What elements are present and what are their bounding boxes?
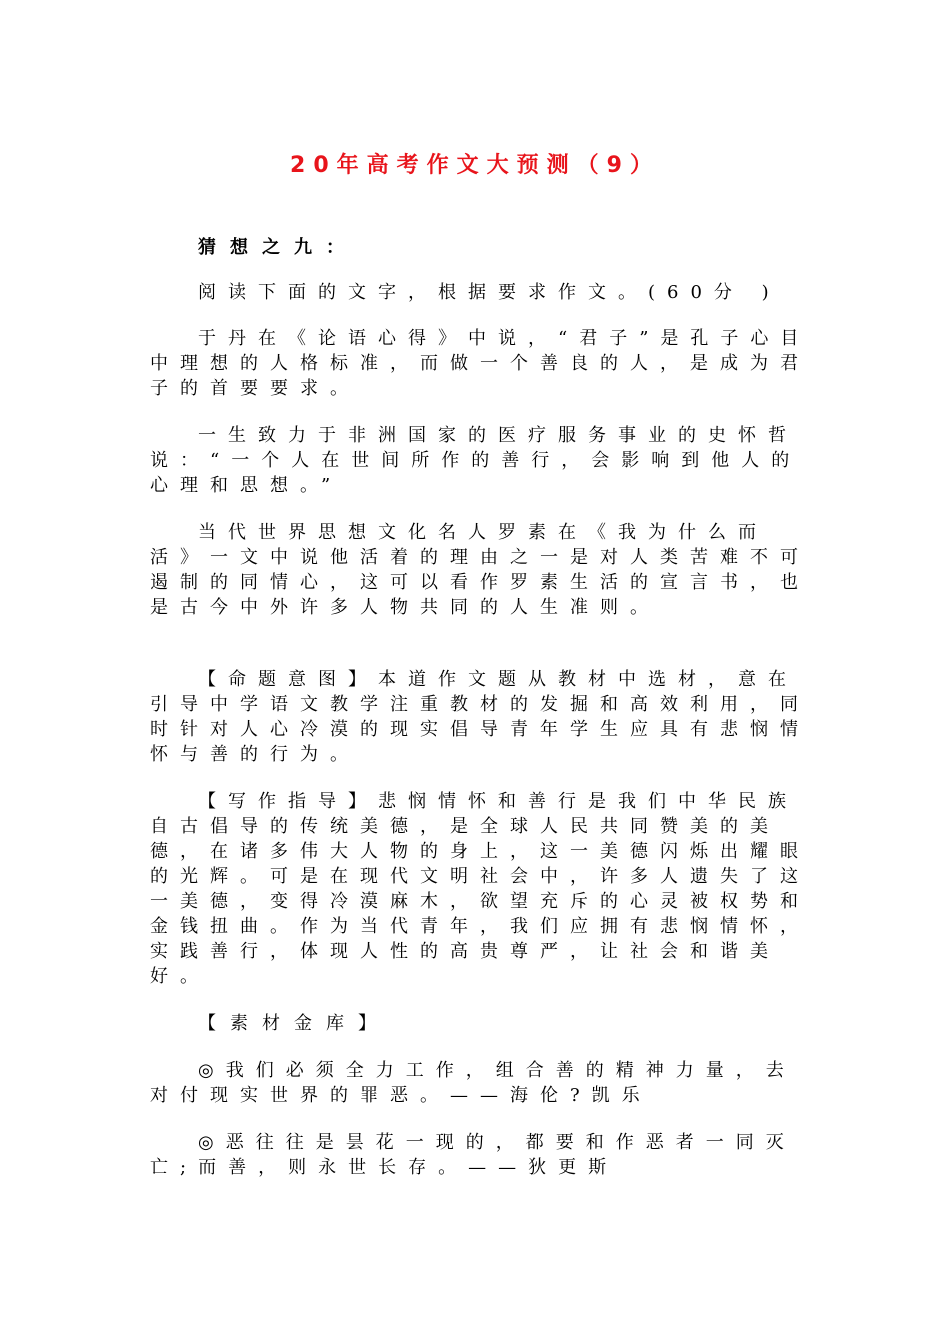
quote-dickens: ◎恶往往是昙花一现的，都要和作恶者一同灭亡;而善，则永世长存。——狄更斯 bbox=[150, 1132, 796, 1178]
material-paragraph-russell: 当代世界思想文化名人罗素在《我为什么而活》一文中说他活着的理由之一是对人类苦难不可遏制的同情心，这可以看作罗素生活的宣言书，也是古今中外许多人物共同的人生准则。 bbox=[150, 522, 810, 618]
material-paragraph-schweitzer: 一生致力于非洲国家的医疗服务事业的史怀哲说：“一个人在世间所作的善行，会影响到他人的心理和思想。” bbox=[150, 425, 802, 496]
guidance-paragraph: 【写作指导】悲悯情怀和善行是我们中华民族自古倡导的传统美德，是全球人民共同赞美的美德，在诸多伟大人物的身上，这一美德闪烁出耀眼的光辉。可是在现代文明社会中，许多人遗失了这一美德，变得冷漠麻木，欲望充斥的心灵被权势和金钱扭曲。作为当代青年，我们应拥有悲悯情怀，实践善行，体现人性的高贵尊严，让社会和谐美好。 bbox=[150, 791, 810, 987]
quote-helen-keller: ◎我们必须全力工作，组合善的精神力量，去对付现实世界的罪恶。——海伦?凯乐 bbox=[150, 1060, 796, 1106]
section-heading: 猜想之九： bbox=[198, 237, 358, 258]
prompt-instruction: 阅读下面的文字，根据要求作文。(60分 ) bbox=[198, 282, 781, 303]
intent-paragraph: 【命题意图】本道作文题从教材中选材，意在引导中学语文教学注重教材的发掘和高效利用，同时针对人心冷漠的现实倡导青年学生应具有悲悯情怀与善的行为。 bbox=[150, 669, 810, 765]
document-title: 20年高考作文大预测（9） bbox=[290, 153, 660, 178]
material-paragraph-yu-dan: 于丹在《论语心得》中说，“君子”是孔子心目中理想的人格标准，而做一个善良的人，是成为君子的首要要求。 bbox=[150, 328, 811, 399]
material-bank-heading: 【素材金库】 bbox=[198, 1013, 390, 1034]
